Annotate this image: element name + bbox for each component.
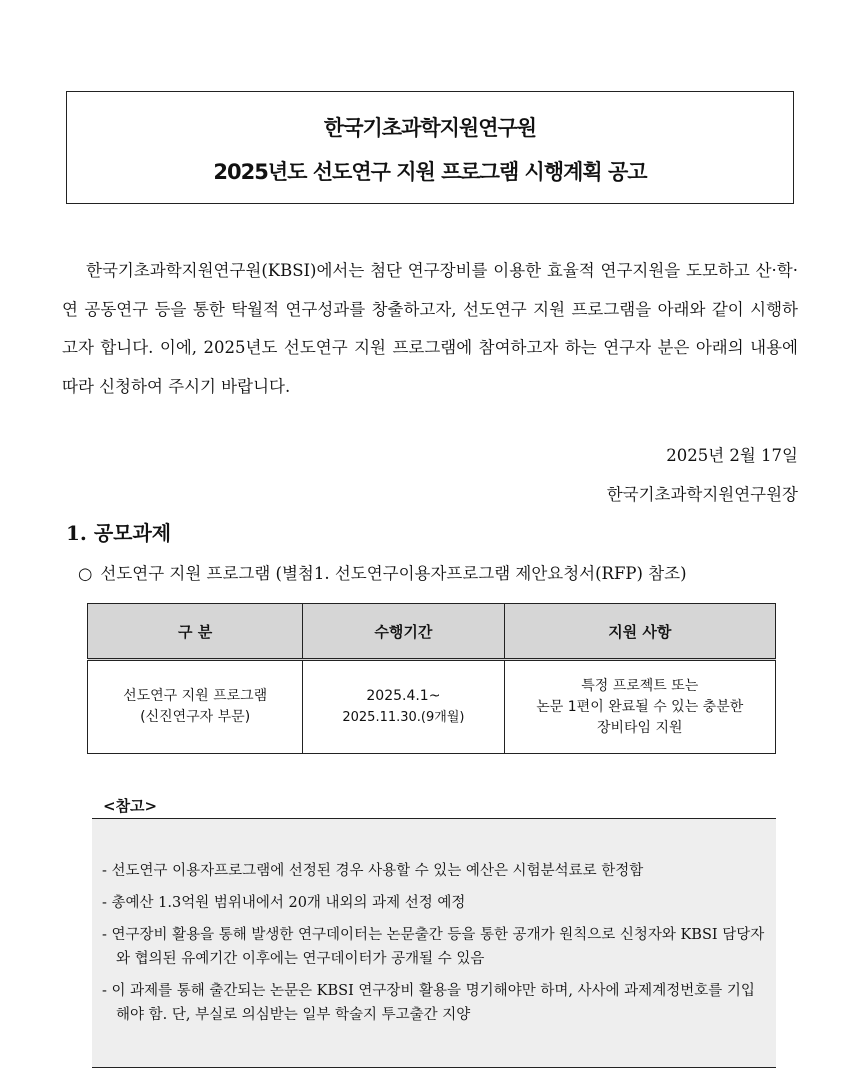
- category-line: 선도연구 지원 프로그램: [123, 688, 268, 704]
- support-line: 논문 1편이 완료될 수 있는 충분한: [536, 698, 744, 715]
- program-table: [87, 603, 776, 754]
- category-subline: (신진연구자 부문): [140, 709, 251, 725]
- circle-bullet-icon: ○: [78, 564, 93, 583]
- header-category: 구 분: [88, 604, 303, 660]
- program-bullet: [78, 560, 687, 584]
- table-row: [88, 660, 776, 754]
- announcement-title-box: [66, 91, 794, 204]
- header-support: 지원 사항: [504, 604, 775, 660]
- cell-period: [303, 660, 504, 754]
- program-bullet-text: 선도연구 지원 프로그램 (별첨1. 선도연구이용자프로그램 제안요청서(RFP) 참조): [100, 564, 687, 583]
- announcement-signer: 한국기초과학지원연구원장: [606, 485, 798, 504]
- intro-section: [62, 252, 798, 406]
- institute-name: 한국기초과학지원연구원: [323, 116, 537, 140]
- note-list: [102, 859, 766, 1035]
- support-line: 장비타임 지원: [596, 719, 683, 736]
- cell-support: [504, 660, 775, 754]
- announcement-date: 2025년 2월 17일: [666, 446, 798, 465]
- list-item: - 총예산 1.3억원 범위내에서 20개 내외의 과제 선정 예정: [102, 895, 466, 911]
- header-period: 수행기간: [303, 604, 504, 660]
- section-heading: 1. 공모과제: [66, 521, 172, 545]
- list-item: - 이 과제를 통해 출간되는 논문은 KBSI 연구장비 활용을 명기해야만 하며, 사사에 과제계정번호를 기입해야 함. 단, 부실로 의심받는 일부 학술지 투고출간 지양: [102, 983, 755, 1023]
- period-end: 2025.11.30.(9개월): [342, 710, 465, 725]
- intro-paragraph: 한국기초과학지원연구원(KBSI)에서는 첨단 연구장비를 이용한 효율적 연구지원을 도모하고 산·학·연 공동연구 등을 통한 탁월적 연구성과를 창출하고자, 선도연구 지원 프로그램을 아래와 같이 시행하고자 합니다. 이에, 2025년도 선도연구 지원 프로그램에 참여하고자 하는 연구자 분은 아래의 내용에 따라 신청하여 주시기 바랍니다.: [62, 261, 798, 396]
- note-label: <참고>: [103, 797, 158, 815]
- note-box: [92, 818, 776, 1068]
- list-item: - 선도연구 이용자프로그램에 선정된 경우 사용할 수 있는 예산은 시험분석료로 한정함: [102, 863, 644, 879]
- support-line: 특정 프로젝트 또는: [581, 677, 699, 694]
- announcement-title: 2025년도 선도연구 지원 프로그램 시행계획 공고: [213, 160, 647, 184]
- period-start: 2025.4.1~: [366, 688, 441, 704]
- cell-category: [88, 660, 303, 754]
- list-item: - 연구장비 활용을 통해 발생한 연구데이터는 논문출간 등을 통한 공개가 원칙으로 신청자와 KBSI 담당자와 협의된 유예기간 이후에는 연구데이터가 공개될 수 있음: [102, 927, 765, 967]
- table-header-row: [88, 604, 776, 660]
